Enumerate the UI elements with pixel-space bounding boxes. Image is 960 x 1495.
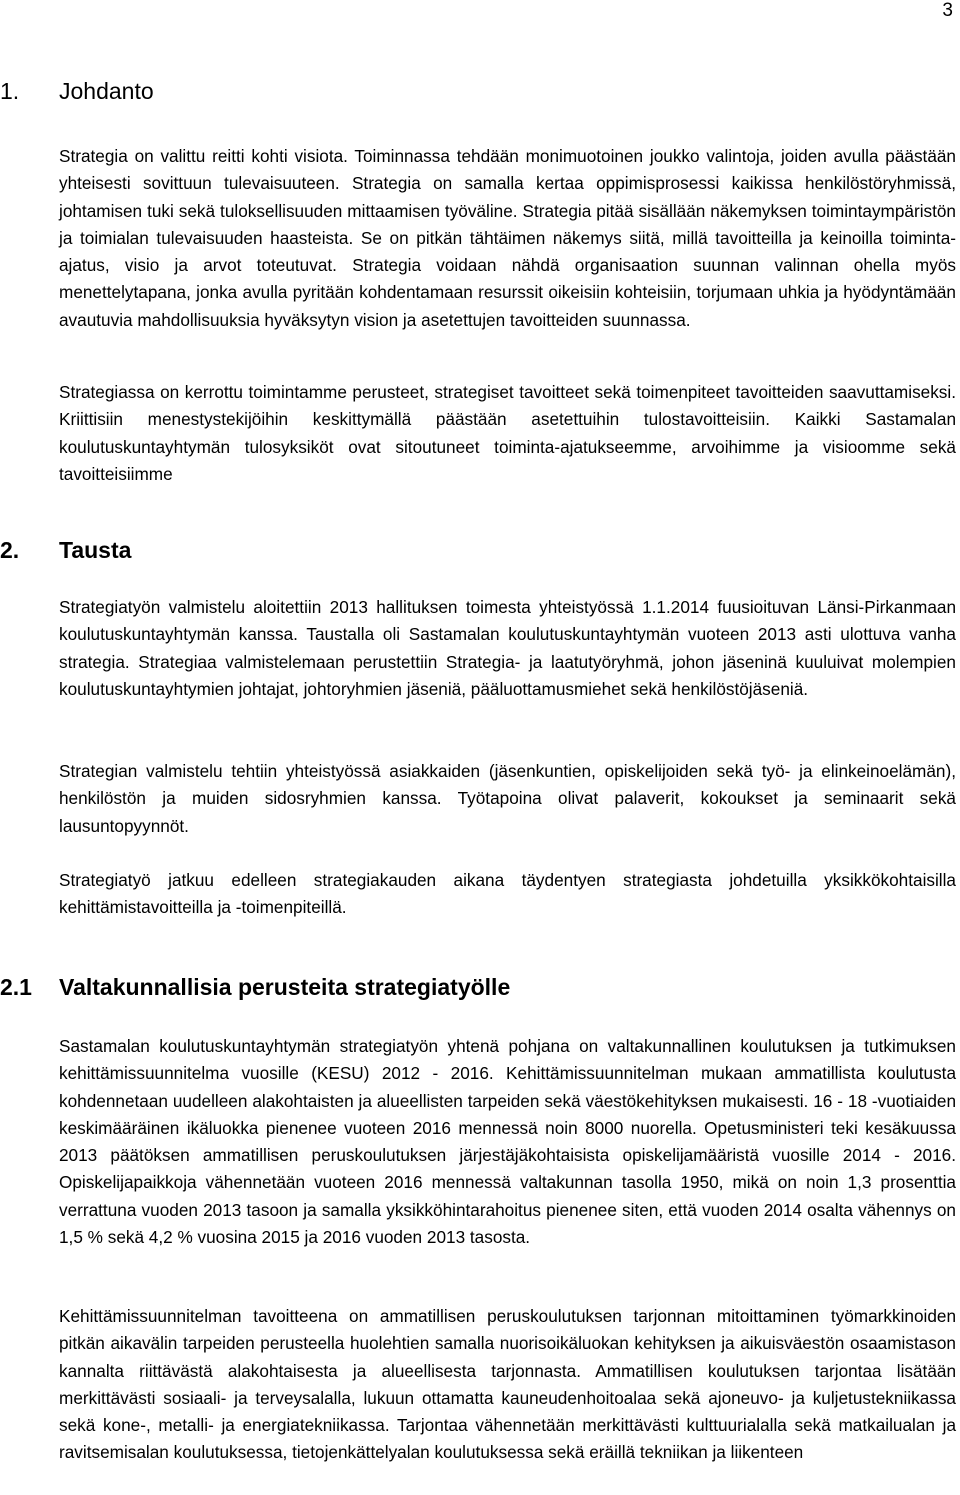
paragraph: Strategian valmistelu tehtiin yhteistyössä asiakkaiden (jäsenkuntien, opiskelijoiden sekä työ- ja elinkeinoelämän), henkilöstön ja muiden sidosryhmien kanssa. Työtapoina olivat palaverit, kokoukset ja seminaarit sekä lausuntopyynnöt.	[59, 761, 956, 836]
section-number: 2.	[0, 537, 20, 563]
section-title: Tausta	[59, 537, 132, 563]
paragraph: Sastamalan koulutuskuntayhtymän strategiatyön yhtenä pohjana on valtakunnallinen koulutuksen ja tutkimuksen kehittämissuunnitelma vuosille (KESU) 2012 - 2016. Kehittämissuunnitelman mukaan ammatillista koulutusta kohdennetaan uudelleen alakohtaisten ja alueellisten tarpeiden sekä väestökehityksen mukaisesti. 16 - 18 -vuotiaiden keskimääräinen ikäluokka pienenee vuoteen 2016 mennessä noin 8000 nuorella. Opetusministeri teki kesäkuussa 2013 päätöksen ammatillisen peruskoulutuksen järjestäjäkohtaisista opiskelijamääristä vuosille 2014 - 2016. Opiskelijapaikkoja vähennetään vuoteen 2016 mennessä valtakunnan tasolla 1950, mikä on noin 1,3 prosenttia verrattuna vuoden 2013 tasoon ja samalla yksikköhintarahoitus pienenee siten, että vuoden 2014 osalta vähennys on 1,5 % sekä 4,2 % vuosina 2015 ja 2016 vuoden 2013 tasosta.	[59, 1036, 956, 1248]
paragraph: Strategiassa on kerrottu toimintamme perusteet, strategiset tavoitteet sekä toimenpiteet tavoitteiden saavuttamiseksi. Kriittisiin menestystekijöihin keskittymällä päästään asetettuihin tulostavoitteisiin. Kaikki Sastamalan koulutuskuntayhtymän tulosyksiköt ovat sitoutuneet toiminta-ajatukseemme, arvoihimme ja visioomme sekä tavoitteisiimme	[59, 382, 956, 484]
paragraph: Kehittämissuunnitelman tavoitteena on ammatillisen peruskoulutuksen tarjonnan mitoittaminen työmarkkinoiden pitkän aikavälin tarpeiden perusteella huolehtien samalla nuorisoikäluokan kehityksen ja aikuisväestön osaamistason kannalta riittävästä alakohtaisesta ja alueellisesta tarjonnasta. Ammatillisen koulutuksen tarjontaa lisätään merkittävästi sosiaali- ja terveysalalla, lukuun ottamatta kauneudenhoitoalaa sekä ajoneuvo- ja kuljetustekniikassa sekä kone-, metalli- ja energiatekniikassa. Tarjontaa vähennetään merkittävästi kulttuurialalla sekä matkailualan ja ravitsemisalan koulutuksessa, tietojenkättelyalan koulutuksessa sekä eräillä tekniikan ja liikenteen	[59, 1306, 956, 1463]
page-number: 3	[942, 0, 953, 21]
section-heading-tausta	[0, 536, 131, 564]
paragraph: Strategia on valittu reitti kohti visiota. Toiminnassa tehdään monimuotoinen joukko valintoja, joiden avulla päästään yhteisesti sovittuun tulevaisuuteen. Strategia on samalla kertaa oppimisprosessi kaikissa henkilöstöryhmissä, johtamisen tuki sekä tuloksellisuuden mittaamisen työväline. Strategia pitää sisällään näkemyksen toimintaympäristön ja toimialan tulevaisuuden haasteista. Se on pitkän tähtäimen näkemys siitä, millä tavoitteilla ja keinoilla toiminta-ajatus, visio ja arvot toteutuvat. Strategia voidaan nähdä organisaation suunnan valinnan ohella myös menettelytapana, jonka avulla pyritään kohdentamaan resurssit oikeisiin kohteisiin, torjumaan uhkia ja hyödyntämään avautuvia mahdollisuuksia hyväksytyn vision ja asetettujen tavoitteiden suunnassa.	[59, 146, 956, 330]
paragraph: Strategiatyö jatkuu edelleen strategiakauden aikana täydentyen strategiasta johdetuilla yksikkökohtaisilla kehittämistavoitteilla ja -toimenpiteillä.	[59, 870, 956, 918]
section-title: Johdanto	[59, 78, 154, 104]
section-number: 1.	[0, 78, 20, 104]
section-number: 2.1	[0, 974, 32, 1000]
section-heading-valtakunnallisia	[0, 973, 510, 1001]
section-title: Valtakunnallisia perusteita strategiatyölle	[59, 974, 511, 1000]
section-heading-johdanto	[0, 77, 154, 105]
paragraph: Strategiatyön valmistelu aloitettiin 2013 hallituksen toimesta yhteistyössä 1.1.2014 fuusioituvan Länsi-Pirkanmaan koulutuskuntayhtymän kanssa. Taustalla oli Sastamalan koulutuskuntayhtymän vuoteen 2013 asti ulottuva vanha strategia. Strategiaa valmistelemaan perustettiin Strategia- ja laatutyöryhmä, johon jäseninä kuuluivat molempien koulutuskuntayhtymien johtajat, johtoryhmien jäseniä, pääluottamusmiehet sekä henkilöstöjäseniä.	[59, 597, 956, 699]
